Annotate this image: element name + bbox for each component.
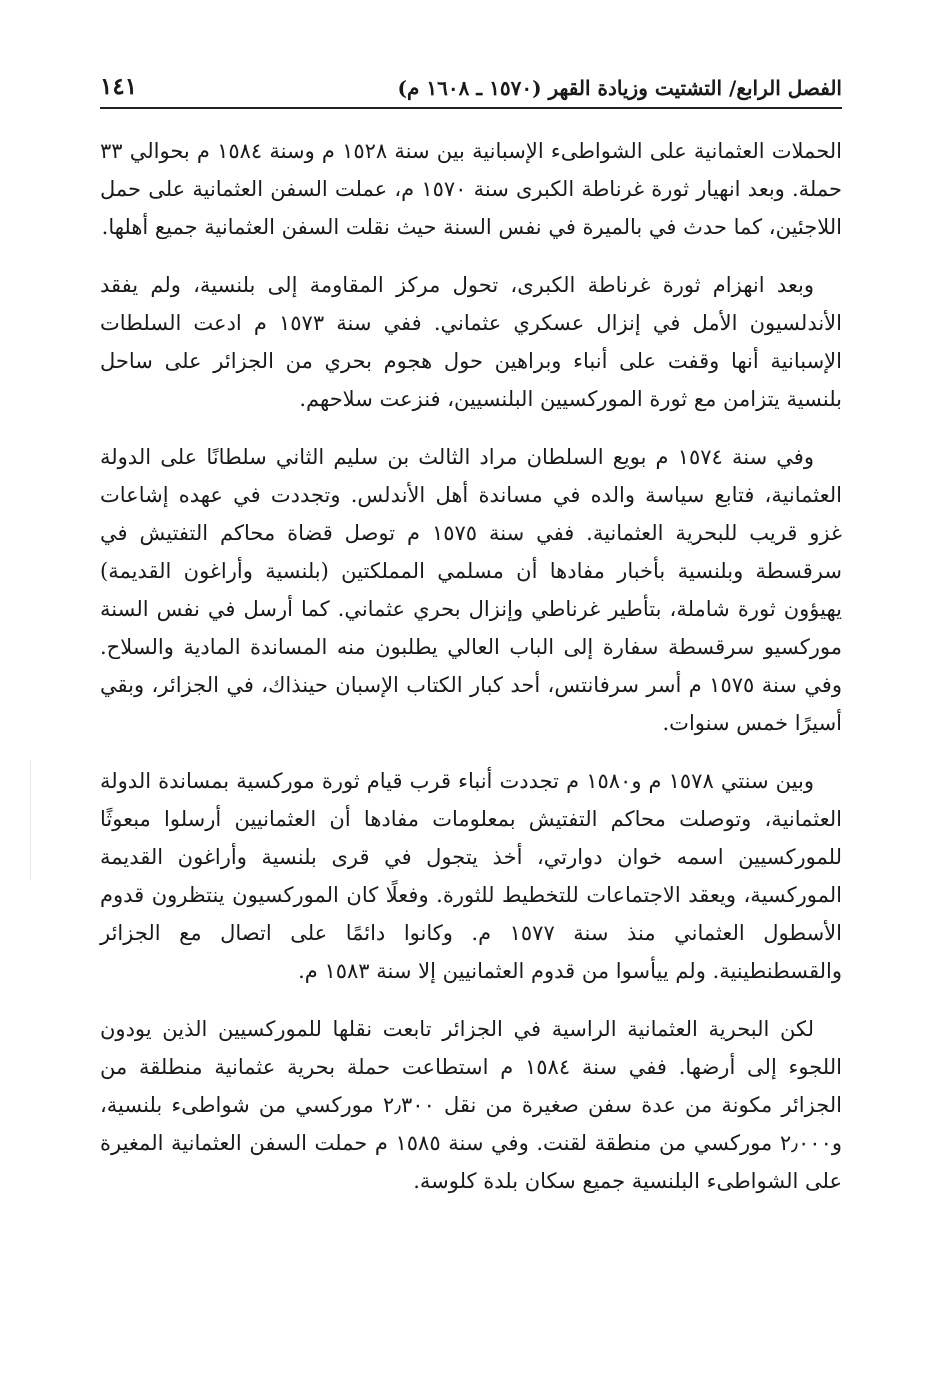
scan-margin-mark: [30, 760, 31, 880]
paragraph-2: وبعد انهزام ثورة غرناطة الكبرى، تحول مركز المقاومة إلى بلنسية، ولم يفقد الأندلسيون الأمل في إنزال عسكري عثماني. ففي سنة ١٥٧٣ م ادعت السلطات الإسبانية أنها وقفت على أنباء وبراهين حول هجوم بحري من الجزائر على ساحل بلنسية يتزامن مع ثورة الموركسيين البلنسيين، فنزعت سلاحهم.: [100, 273, 842, 411]
body-text: [100, 132, 842, 1220]
paragraph-4: وبين سنتي ١٥٧٨ م و١٥٨٠ م تجددت أنباء قرب قيام ثورة موركسية بمساندة الدولة العثمانية، وتوصلت محاكم التفتيش بمعلومات مفادها أن العثمانيين أرسلوا مبعوثًا للموركسيين اسمه خوان دوارتي، أخذ يتجول في قرى بلنسية وأراغون القديمة الموركسية، ويعقد الاجتماعات للتخطيط للثورة. وفعلًا كان الموركسيون ينتظرون قدوم الأسطول العثماني منذ سنة ١٥٧٧ م. وكانوا دائمًا على اتصال مع الجزائر والقسطنطينية. ولم ييأسوا من قدوم العثمانيين إلا سنة ١٥٨٣ م.: [100, 769, 842, 983]
page-header: [100, 64, 842, 104]
page-number: ١٤١: [100, 73, 138, 100]
paragraph-3: وفي سنة ١٥٧٤ م بويع السلطان مراد الثالث بن سليم الثاني سلطانًا على الدولة العثمانية، فتابع سياسة والده في مساندة أهل الأندلس. وتجددت في عهده إشاعات غزو قريب للبحرية العثمانية. ففي سنة ١٥٧٥ م توصل قضاة محاكم التفتيش في سرقسطة وبلنسية بأخبار مفادها أن مسلمي المملكتين (بلنسية وأراغون القديمة) يهيؤون ثورة شاملة، بتأطير غرناطي وإنزال بحري عثماني. كما أرسل في نفس السنة موركسيو سرقسطة سفارة إلى الباب العالي يطلبون منه المساندة المادية والسلاح. وفي سنة ١٥٧٥ م أسر سرفانتس، أحد كبار الكتاب الإسبان حينذاك، في الجزائر، وبقي أسيرًا خمس سنوات.: [100, 445, 842, 735]
header-rule: [100, 107, 842, 109]
running-title: الفصل الرابع/ التشتيت وزيادة القهر (١٥٧٠ ـ ١٦٠٨ م): [397, 76, 842, 100]
paragraph-1: الحملات العثمانية على الشواطىء الإسبانية بين سنة ١٥٢٨ م وسنة ١٥٨٤ م بحوالي ٣٣ حملة. وبعد انهيار ثورة غرناطة الكبرى سنة ١٥٧٠ م، عملت السفن العثمانية على حمل اللاجئين، كما حدث في بالميرة في نفس السنة حيث نقلت السفن العثمانية جميع أهلها.: [100, 139, 843, 239]
paragraph-5: لكن البحرية العثمانية الراسية في الجزائر تابعت نقلها للموركسيين الذين يودون اللجوء إلى أرضها. ففي سنة ١٥٨٤ م استطاعت حملة بحرية عثمانية منطلقة من الجزائر مكونة من عدة سفن صغيرة من نقل ٢٫٣٠٠ موركسي من شواطىء بلنسية، و٢٫٠٠٠ موركسي من منطقة لقنت. وفي سنة ١٥٨٥ م حملت السفن العثمانية المغيرة على الشواطىء البلنسية جميع سكان بلدة كلوسة.: [100, 1017, 842, 1193]
